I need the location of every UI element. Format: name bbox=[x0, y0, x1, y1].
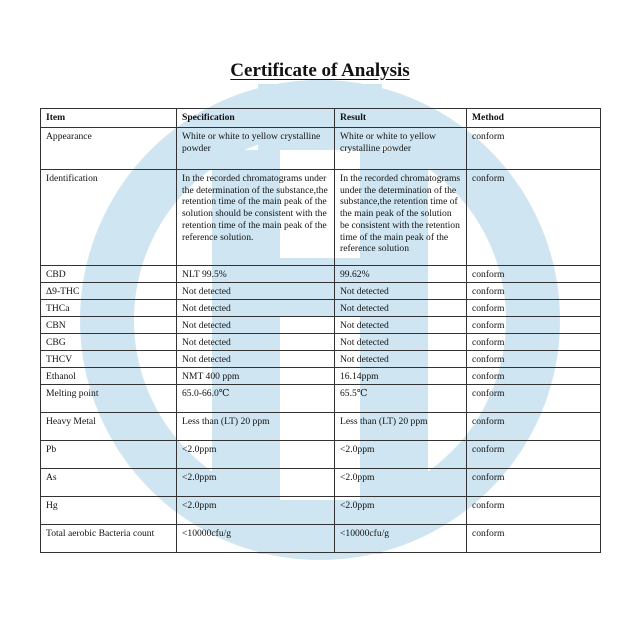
table-row bbox=[41, 351, 601, 368]
cell-result: Not detected bbox=[335, 351, 467, 368]
table-row bbox=[41, 334, 601, 351]
cell-method: conform bbox=[467, 283, 601, 300]
cell-specification: <2.0ppm bbox=[177, 469, 335, 497]
cell-method: conform bbox=[467, 525, 601, 553]
cell-result: 16.14ppm bbox=[335, 368, 467, 385]
cell-item: THCV bbox=[41, 351, 177, 368]
cell-item: CBN bbox=[41, 317, 177, 334]
cell-specification: Not detected bbox=[177, 351, 335, 368]
cell-method: conform bbox=[467, 300, 601, 317]
cell-result: <10000cfu/g bbox=[335, 525, 467, 553]
table-row bbox=[41, 300, 601, 317]
cell-method: conform bbox=[467, 368, 601, 385]
table-row bbox=[41, 368, 601, 385]
cell-item: Δ9-THC bbox=[41, 283, 177, 300]
cell-specification: <10000cfu/g bbox=[177, 525, 335, 553]
cell-item: Hg bbox=[41, 497, 177, 525]
cell-item: CBD bbox=[41, 266, 177, 283]
table-row bbox=[41, 317, 601, 334]
cell-method: conform bbox=[467, 334, 601, 351]
cell-result: <2.0ppm bbox=[335, 497, 467, 525]
cell-specification: NMT 400 ppm bbox=[177, 368, 335, 385]
cell-method: conform bbox=[467, 413, 601, 441]
cell-item: Identification bbox=[41, 170, 177, 266]
header-item: Item bbox=[41, 109, 177, 128]
cell-specification: <2.0ppm bbox=[177, 497, 335, 525]
cell-item: THCa bbox=[41, 300, 177, 317]
table-row bbox=[41, 283, 601, 300]
cell-result: <2.0ppm bbox=[335, 469, 467, 497]
cell-item: Total aerobic Bacteria count bbox=[41, 525, 177, 553]
table-row bbox=[41, 385, 601, 413]
cell-method: conform bbox=[467, 128, 601, 170]
cell-item: Appearance bbox=[41, 128, 177, 170]
cell-result: Not detected bbox=[335, 300, 467, 317]
cell-result: 65.5℃ bbox=[335, 385, 467, 413]
cell-result: <2.0ppm bbox=[335, 441, 467, 469]
cell-method: conform bbox=[467, 469, 601, 497]
table-body bbox=[41, 128, 601, 553]
cell-result: Less than (LT) 20 ppm bbox=[335, 413, 467, 441]
table-row bbox=[41, 266, 601, 283]
cell-method: conform bbox=[467, 385, 601, 413]
cell-specification: <2.0ppm bbox=[177, 441, 335, 469]
table-header-row bbox=[41, 109, 601, 128]
document-title: Certificate of Analysis bbox=[230, 60, 410, 81]
cell-specification: White or white to yellow crystalline powder bbox=[177, 128, 335, 170]
cell-specification: Not detected bbox=[177, 317, 335, 334]
table-row bbox=[41, 497, 601, 525]
cell-item: Heavy Metal bbox=[41, 413, 177, 441]
cell-result: In the recorded chromatograms under the determination of the substance,the retention time of the main peak of the solution be consistent with the retention time of the main peak of the reference solution bbox=[335, 170, 467, 266]
header-specification: Specification bbox=[177, 109, 335, 128]
cell-result: Not detected bbox=[335, 317, 467, 334]
header-result: Result bbox=[335, 109, 467, 128]
cell-item: As bbox=[41, 469, 177, 497]
cell-specification: In the recorded chromatograms under the determination of the substance,the retention time of the main peak of the solution should be consistent with the retention time of the main peak of the reference solution. bbox=[177, 170, 335, 266]
cell-method: conform bbox=[467, 170, 601, 266]
cell-item: CBG bbox=[41, 334, 177, 351]
cell-item: Melting point bbox=[41, 385, 177, 413]
cell-specification: NLT 99.5% bbox=[177, 266, 335, 283]
table-row bbox=[41, 170, 601, 266]
cell-method: conform bbox=[467, 317, 601, 334]
table-row bbox=[41, 469, 601, 497]
cell-item: Ethanol bbox=[41, 368, 177, 385]
cell-specification: Not detected bbox=[177, 283, 335, 300]
cell-item: Pb bbox=[41, 441, 177, 469]
table-row bbox=[41, 413, 601, 441]
cell-result: 99.62% bbox=[335, 266, 467, 283]
cell-specification: Less than (LT) 20 ppm bbox=[177, 413, 335, 441]
cell-specification: Not detected bbox=[177, 334, 335, 351]
cell-result: White or white to yellow crystalline powder bbox=[335, 128, 467, 170]
cell-specification: 65.0-66.0℃ bbox=[177, 385, 335, 413]
cell-result: Not detected bbox=[335, 334, 467, 351]
table-row bbox=[41, 441, 601, 469]
cell-method: conform bbox=[467, 351, 601, 368]
cell-method: conform bbox=[467, 441, 601, 469]
cell-method: conform bbox=[467, 497, 601, 525]
header-method: Method bbox=[467, 109, 601, 128]
table-row bbox=[41, 128, 601, 170]
table-row bbox=[41, 525, 601, 553]
analysis-table bbox=[40, 108, 601, 553]
cell-specification: Not detected bbox=[177, 300, 335, 317]
cell-result: Not detected bbox=[335, 283, 467, 300]
cell-method: conform bbox=[467, 266, 601, 283]
